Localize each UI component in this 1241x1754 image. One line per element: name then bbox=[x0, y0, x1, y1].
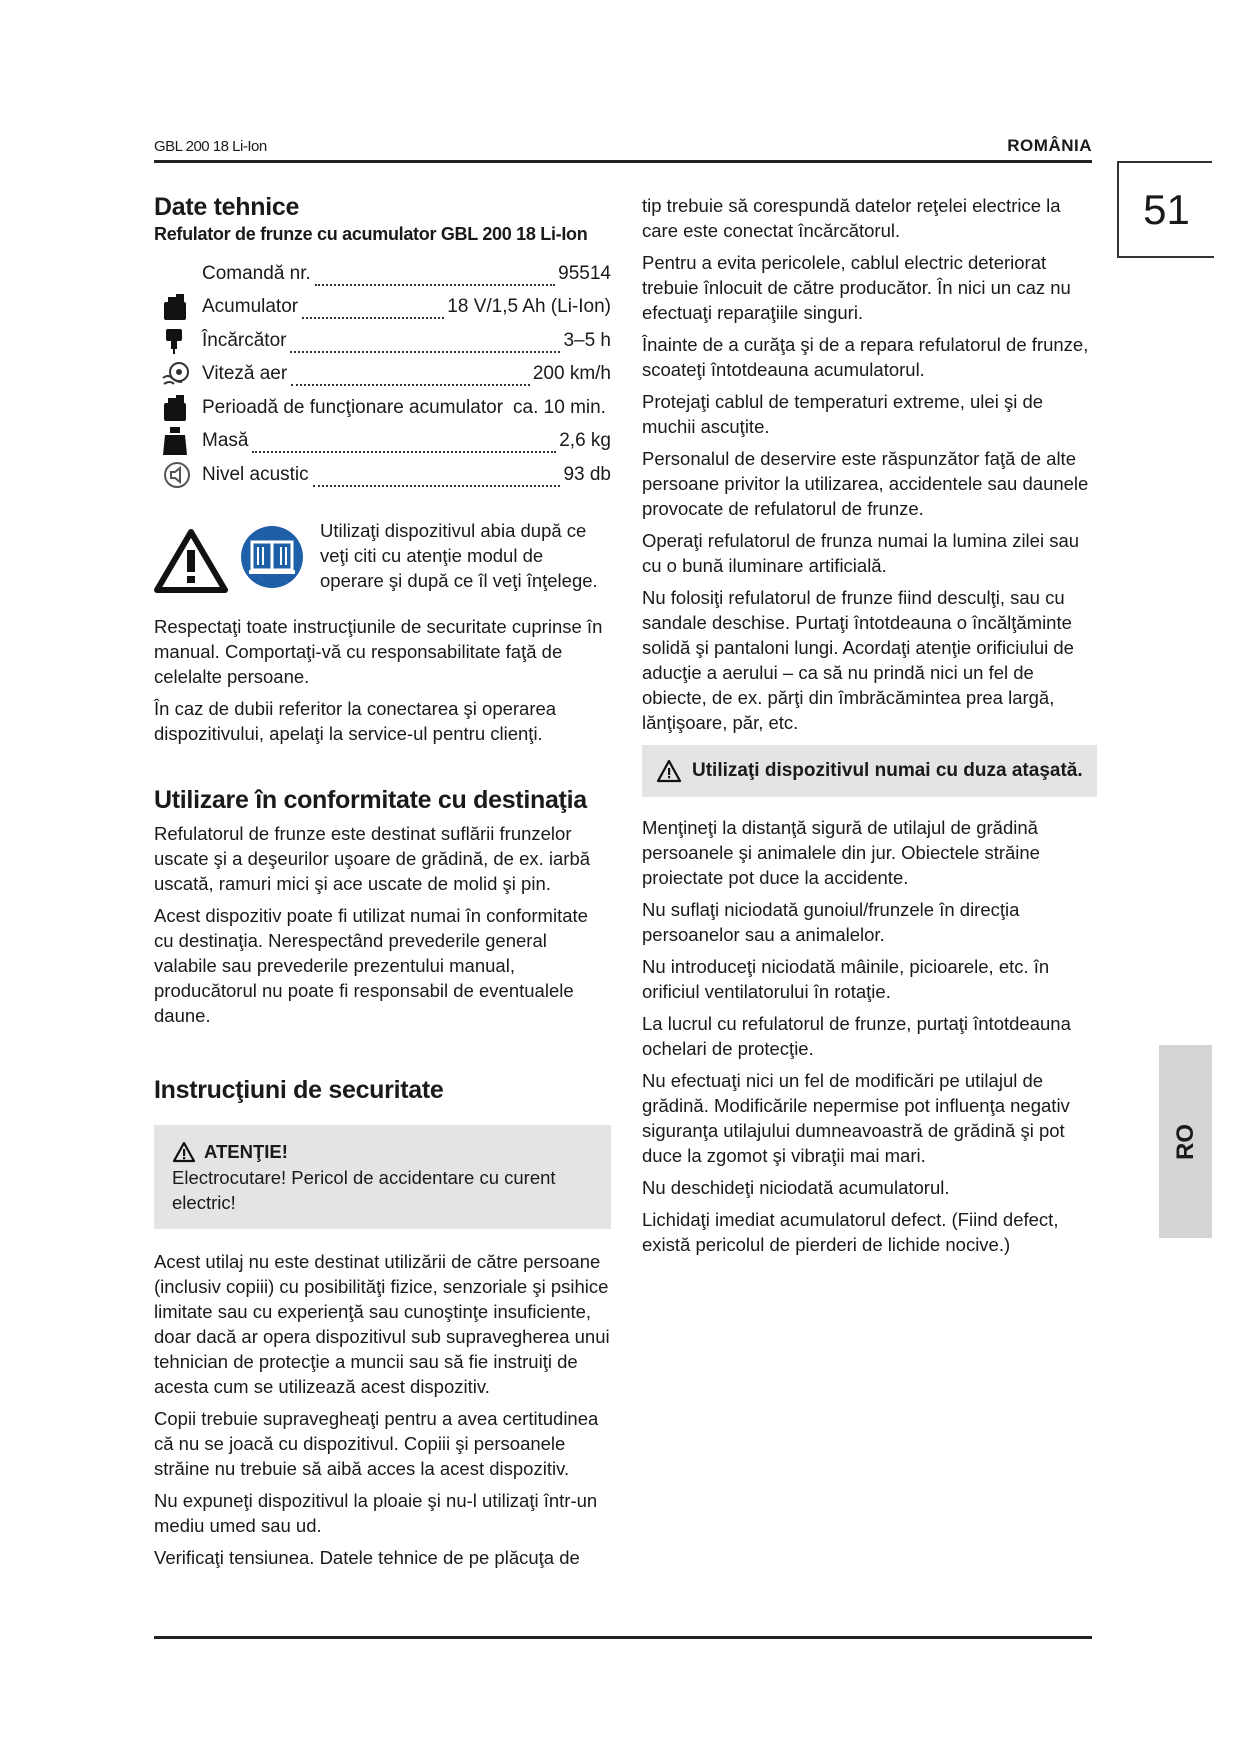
spec-value: 3–5 h bbox=[563, 329, 611, 351]
warning-triangle-icon bbox=[656, 759, 682, 783]
spec-label: Acumulator bbox=[202, 296, 299, 318]
usage-paragraph-1: Refulatorul de frunze este destinat suflării frunzelor uscate şi a deşeurilor uşoare de grădină, de ex. iarbă uscată, ramuri mici şi ace uscate de molid şi pin. bbox=[154, 822, 591, 894]
spec-row-charger bbox=[154, 324, 611, 358]
attention-label: ATENŢIE! bbox=[204, 1140, 288, 1162]
header-country: ROMÂNIA bbox=[1007, 136, 1092, 155]
spec-row-battery bbox=[154, 291, 611, 325]
spec-label: Perioadă de funcţionare acumulator bbox=[202, 396, 504, 418]
safety-paragraph-4: Verificaţi tensiunea. Datele tehnice de pe plăcuţa de bbox=[154, 1546, 580, 1568]
warning-triangle-icon bbox=[172, 1141, 196, 1163]
spec-value: ca. 10 min. bbox=[513, 396, 606, 418]
specs-table bbox=[154, 257, 611, 492]
safety-title: Instrucţiuni de securitate bbox=[154, 1075, 444, 1104]
read-manual-icon bbox=[239, 524, 305, 590]
battery-runtime-icon bbox=[154, 393, 202, 423]
blank-icon bbox=[154, 259, 202, 289]
language-tab bbox=[1159, 1045, 1212, 1238]
charger-plug-icon bbox=[154, 326, 202, 356]
spec-value: 200 km/h bbox=[532, 363, 611, 385]
safety-paragraph-7: Înainte de a curăţa şi de a repara refulatorul de frunze, scoateţi întotdeauna acumulatorul. bbox=[642, 334, 1089, 380]
safety-paragraph-2: Copii trebuie supravegheaţi pentru a avea certitudinea că nu se joacă cu dispozitivul. Copiii şi persoanele străine nu trebuie să aibă acces la acest dispozitiv. bbox=[154, 1407, 599, 1479]
safety-paragraph-6: Pentru a evita pericolele, cablul electric deteriorat trebuie înlocuit de către producător. În nici un caz nu efectuaţi reparaţiile singuri. bbox=[642, 252, 1071, 323]
safety-paragraph-9: Personalul de deservire este răspunzător faţă de alte persoane privitor la utilizarea, accidentele sau daunele provocate de refulatorul de frunze. bbox=[642, 448, 1089, 519]
footer-rule bbox=[154, 1636, 1092, 1639]
page-number: 51 bbox=[1117, 163, 1214, 258]
attention-text: Electrocutare! Pericol de accidentare cu curent electric! bbox=[172, 1166, 556, 1213]
specs-title: Date tehnice bbox=[154, 193, 300, 221]
safety-paragraph-17: Nu deschideţi niciodată acumulatorul. bbox=[642, 1177, 950, 1198]
read-manual-text: Utilizaţi dispozitivul abia după ce veţi citi cu atenţie modul de operare şi după ce îl veţi înţelege. bbox=[320, 519, 598, 591]
safety-paragraph-11: Nu folosiţi refulatorul de frunze fiind desculţi, sau cu sandale deschise. Purtaţi întotdeauna o încălţăminte solidă şi pantaloni lungi. Acordaţi atenţie orificiului de aducţie a aerului – ca să nu prindă nici un fel de obiecte, de ex. părţi din îmbrăcămintea prea largă, lănţişoare, păr, etc. bbox=[642, 587, 1074, 733]
spec-label: Încărcător bbox=[202, 329, 287, 351]
right-column bbox=[642, 193, 1097, 1264]
spec-row-weight bbox=[154, 425, 611, 459]
language-tab-label: RO bbox=[1171, 1123, 1199, 1160]
spec-row-noise bbox=[154, 458, 611, 492]
header-model: GBL 200 18 Li-Ion bbox=[154, 138, 267, 155]
spec-value: 2,6 kg bbox=[559, 430, 611, 452]
warning-triangle-icon bbox=[154, 528, 228, 594]
weight-icon bbox=[154, 426, 202, 456]
spec-label: Nivel acustic bbox=[202, 463, 309, 485]
intro-paragraph-1: Respectaţi toate instrucţiunile de securitate cuprinse în manual. Comportaţi-vă cu responsabilitate faţă de celelalte persoane. bbox=[154, 615, 603, 687]
nozzle-warning-text: Utilizaţi dispozitivul numai cu duza ataşată. bbox=[692, 760, 1083, 781]
spec-value: 18 V/1,5 Ah (Li-Ion) bbox=[447, 296, 611, 318]
sound-level-icon bbox=[154, 460, 202, 490]
safety-paragraph-3: Nu expuneţi dispozitivul la ploaie şi nu-l utilizaţi într-un mediu umed sau ud. bbox=[154, 1489, 598, 1536]
safety-paragraph-13: Nu suflaţi niciodată gunoiul/frunzele în direcţia persoanelor sau a animalelor. bbox=[642, 899, 1020, 945]
attention-box bbox=[154, 1125, 611, 1229]
spec-row-order bbox=[154, 257, 611, 291]
specs-subtitle: Refulator de frunze cu acumulator GBL 200 18 Li-Ion bbox=[154, 224, 588, 244]
usage-title: Utilizare în conformitate cu destinaţia bbox=[154, 785, 587, 814]
header-rule bbox=[154, 160, 1092, 163]
attention-heading bbox=[172, 1141, 593, 1163]
spec-row-air-speed bbox=[154, 358, 611, 392]
safety-paragraph-10: Operaţi refulatorul de frunza numai la lumina zilei sau cu o bună iluminare artificială. bbox=[642, 530, 1080, 576]
spec-label: Masă bbox=[202, 430, 249, 452]
intro-paragraph-2: În caz de dubii referitor la conectarea şi operarea dispozitivului, apelaţi la service-ul pentru clienţi. bbox=[154, 697, 557, 744]
read-manual-warning bbox=[154, 519, 611, 614]
usage-paragraph-2: Acest dispozitiv poate fi utilizat numai în conformitate cu destinaţia. Nerespectând prevederile general valabile sau prevederile prezentului manual, producătorul nu poate fi responsabil de eventualele daune. bbox=[154, 904, 588, 1026]
air-speed-icon bbox=[154, 359, 202, 389]
battery-icon bbox=[154, 292, 202, 322]
spec-value: 95514 bbox=[558, 262, 611, 284]
safety-paragraph-5: tip trebuie să corespundă datelor reţelei electrice la care este conectat încărcătorul. bbox=[642, 195, 1061, 241]
safety-paragraph-8: Protejaţi cablul de temperaturi extreme, ulei şi de muchii ascuţite. bbox=[642, 391, 1044, 437]
safety-paragraph-15: La lucrul cu refulatorul de frunze, purtaţi întotdeauna ochelari de protecţie. bbox=[642, 1013, 1071, 1059]
spec-row-runtime bbox=[154, 391, 611, 425]
spec-label: Viteză aer bbox=[202, 363, 288, 385]
spec-label: Comandă nr. bbox=[202, 262, 311, 284]
safety-paragraph-12: Menţineţi la distanţă sigură de utilajul de grădină persoanele şi animalele din jur. Obiectele străine proiectate pot duce la accidente. bbox=[642, 817, 1040, 888]
safety-paragraph-18: Lichidaţi imediat acumulatorul defect. (Fiind defect, există pericolul de pierderi de lichide nocive.) bbox=[642, 1209, 1059, 1255]
left-column bbox=[154, 193, 611, 1577]
safety-paragraph-1: Acest utilaj nu este destinat utilizării de către persoane (inclusiv copiii) cu posibilităţi fizice, senzoriale şi psihice limitate sau cu experienţă sau cunoştinţe insuficiente, doar dacă ar opera dispozitivul sub supravegherea unui tehnician de protecţie a muncii sau să fie instruiţi de acesta cum se utilizează acest dispozitiv. bbox=[154, 1250, 610, 1397]
safety-paragraph-16: Nu efectuaţi nici un fel de modificări pe utilajul de grădină. Modificările nepermise pot influenţa negativ siguranţa utilajului dumneavoastră de grădină şi pot duce la zgomot şi vibraţii mai mari. bbox=[642, 1070, 1070, 1166]
safety-paragraph-14: Nu introduceţi niciodată mâinile, picioarele, etc. în orificiul ventilatorului în rotaţie. bbox=[642, 956, 1050, 1002]
spec-value: 93 db bbox=[563, 463, 611, 485]
nozzle-warning-box bbox=[642, 745, 1097, 797]
